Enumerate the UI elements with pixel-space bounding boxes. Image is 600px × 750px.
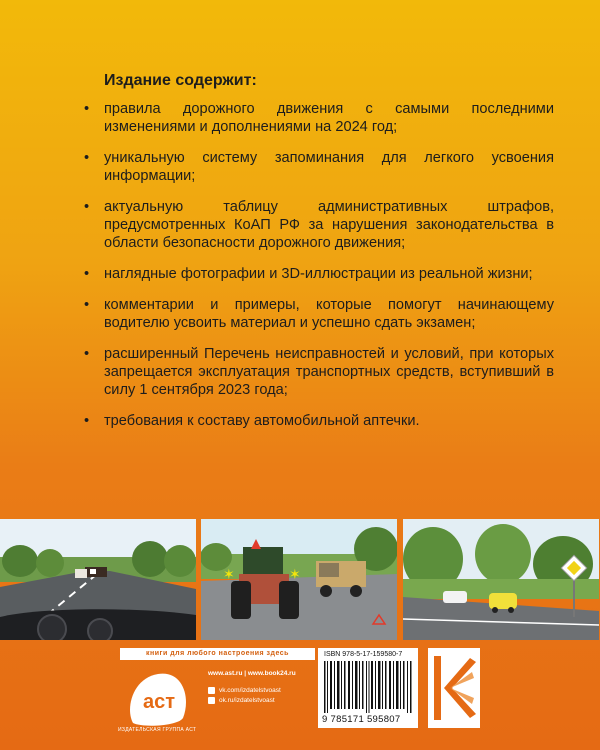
cows-on-road-photo: [0, 519, 197, 640]
bullet-icon: •: [84, 346, 90, 362]
tractor-hazard-illustration: [201, 519, 397, 640]
bullet-icon: •: [84, 413, 90, 429]
contents-list: [84, 100, 554, 443]
list-item: • уникальную систему запоминания для легкого усвоения информации;: [84, 150, 554, 184]
cows-on-road-illustration: [0, 519, 196, 640]
list-item: • требования к составу автомобильной аптечки.: [84, 413, 420, 429]
svg-text:✶: ✶: [289, 566, 302, 582]
priority-road-illustration: [403, 519, 599, 640]
priority-road-photo: [403, 519, 600, 640]
barcode-icon: [324, 661, 412, 713]
barcode-digits: 9 785171 595807: [322, 714, 401, 725]
svg-text:аст: аст: [143, 691, 176, 713]
bullet-icon: •: [84, 297, 90, 313]
list-item: • расширенный Перечень неисправностей и условий, при которых запрещается эксплуатация транспортных средств, вступивший в силу 1 сентября 2023 года;: [84, 346, 554, 398]
isbn-label: ISBN 978-5-17-159580-7: [324, 651, 403, 658]
book-k-logo-icon: [428, 648, 480, 728]
ok-link[interactable]: ok.ru/izdatelstvoast: [219, 697, 275, 704]
isbn-barcode-box: [318, 648, 418, 728]
bullet-icon: •: [84, 266, 90, 282]
list-item: • комментарии и примеры, которые помогут начинающему водителю усвоить материал и успешно сдать экзамен;: [84, 297, 554, 331]
publisher-links: [208, 670, 296, 707]
publisher-caption: ИЗДАТЕЛЬСКАЯ ГРУППА АСТ: [118, 727, 197, 733]
list-item: • наглядные фотографии и 3D-иллюстрации из реальной жизни;: [84, 266, 533, 282]
tractor-hazard-photo: [201, 519, 398, 640]
tagline-bar: книги для любого настроения здесь: [120, 648, 315, 660]
list-item: • актуальную таблицу административных штрафов, предусмотренных КоАП РФ за нарушения законодательства в области безопасности дорожного движения;: [84, 199, 554, 251]
vk-icon: [208, 687, 215, 694]
ast-logo-icon: [123, 668, 193, 728]
contents-heading: Издание содержит:: [104, 72, 257, 89]
bullet-icon: •: [84, 199, 90, 215]
ok-icon: [208, 697, 215, 704]
bullet-icon: •: [84, 101, 90, 117]
websites-text[interactable]: www.ast.ru | www.book24.ru: [208, 670, 296, 677]
svg-text:✶: ✶: [223, 566, 236, 582]
bullet-icon: •: [84, 150, 90, 166]
list-item: • правила дорожного движения с самыми последними изменениями и дополнениями на 2024 год;: [84, 101, 554, 135]
vk-link[interactable]: vk.com/izdatelstvoast: [219, 687, 281, 694]
photo-strip: [0, 519, 600, 640]
